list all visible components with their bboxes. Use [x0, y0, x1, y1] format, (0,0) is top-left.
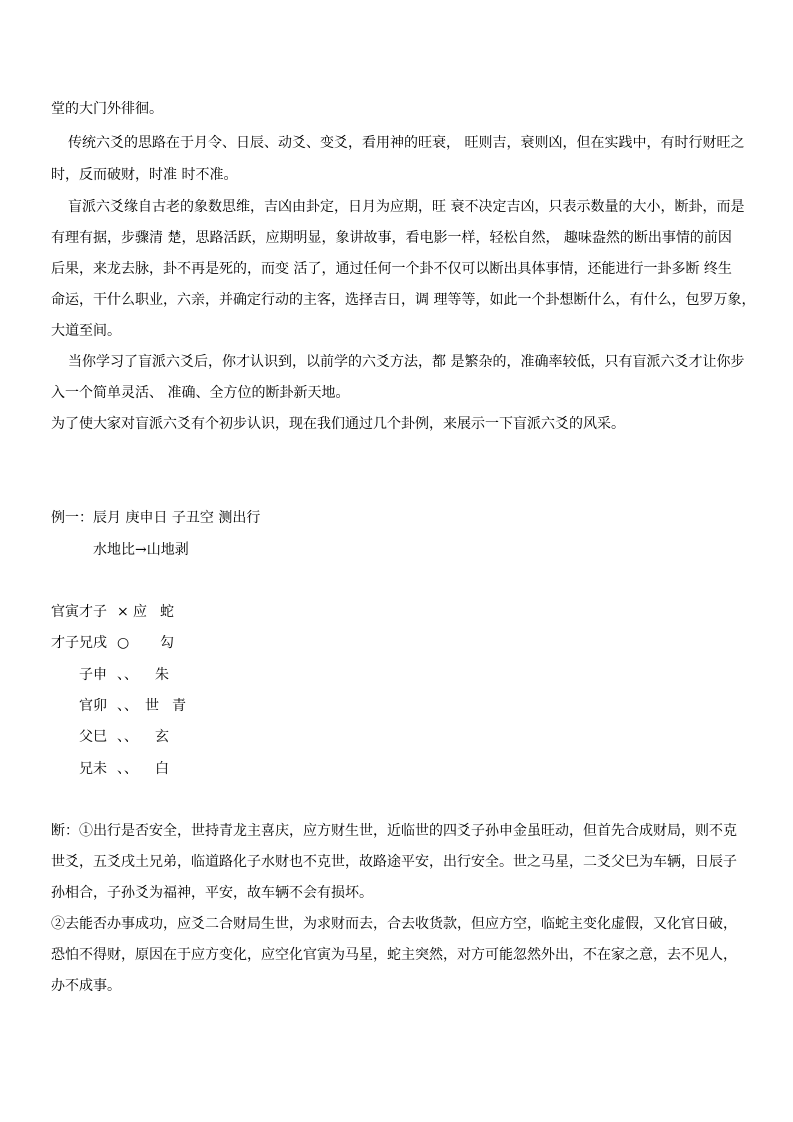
text-line: 当你学习了盲派六爻后，你才认识到，以前学的六爻方法，都 是繁杂的，准确率较低，只有盲派六爻才让你步 [68, 354, 745, 370]
yao-label: 子申 [79, 667, 107, 683]
yao-beast: 青 [172, 698, 186, 714]
text-line: 孙相合，子孙爻为福神，平安，故车辆不会有损坏。 [51, 885, 373, 901]
yao-mark: 、、 [117, 698, 138, 714]
yao-label: 官寅才子 [51, 604, 107, 620]
text-line: 后果，来龙去脉，卦不再是死的，而变 活了，通过任何一个卦不仅可以断出具体事情，还能进行一卦多断 终生 [51, 261, 732, 277]
text-line: 恐怕不得财，原因在于应方变化，应空化官寅为马星，蛇主突然，对方可能忽然外出，不在家之意，去不见人， [51, 947, 737, 963]
example-header: 例一：辰月 庚申日 子丑空 测出行 [51, 510, 261, 526]
text-line: 盲派六爻缘自古老的象数思维，吉凶由卦定，日月为应期，旺 衰不决定吉凶，只表示数量的大小，断卦，而是 [68, 199, 745, 215]
yao-role: 应 [133, 604, 147, 620]
yao-label: 才子兄戌 [51, 635, 107, 651]
text-line: 时，反而破财，时准 时不准。 [51, 167, 238, 183]
yao-label: 兄未 [79, 761, 107, 777]
yao-label: 官卯 [79, 698, 107, 714]
text-line: 命运，干什么职业，六亲，并确定行动的主客，选择吉日，调 理等等，如此一个卦想断什么，有什么，包罗万象， [51, 292, 756, 308]
text-line: 断：①出行是否安全，世持青龙主喜庆，应方财生世，近临世的四爻子孙申金虽旺动，但首先合成财局，则不克 [51, 823, 737, 839]
text-line: 大道至间。 [51, 323, 121, 339]
yao-role: 世 [145, 698, 159, 714]
yao-mark: 、、 [117, 761, 138, 777]
yao-label: 父巳 [79, 729, 107, 745]
yao-beast: 玄 [155, 729, 169, 745]
yao-beast: 朱 [155, 667, 169, 683]
text-line: 传统六爻的思路在于月令、日辰、动爻、变爻，看用神的旺衰， 旺则吉，衰则凶，但在实践中，有时行财旺之 [68, 135, 745, 151]
yao-mark: 、、 [117, 729, 138, 745]
text-line: 办不成事。 [51, 978, 121, 994]
text-line: ②去能否办事成功，应爻二合财局生世，为求财而去，合去收货款，但应方空，临蛇主变化虚假，又化官日破， [51, 916, 737, 932]
yao-beast: 勾 [160, 635, 174, 651]
text-line: 入一个简单灵活、 准确、全方位的断卦新天地。 [51, 385, 350, 401]
text-line: 有理有据，步骤清 楚，思路活跃，应期明显，象讲故事，看电影一样，轻松自然， 趣味盎然的断出事情的前因 [51, 230, 732, 246]
yao-mark: ○ [117, 635, 130, 651]
yao-beast: 白 [155, 761, 169, 777]
text-line: 堂的大门外徘徊。 [51, 101, 163, 117]
yao-mark: × [117, 604, 129, 620]
text-line: 世爻，五爻戌土兄弟，临道路化子水财也不克世，故路途平安，出行安全。世之马星，二爻父巳为车辆，日辰子 [51, 854, 737, 870]
text-line: 为了使大家对盲派六爻有个初步认识，现在我们通过几个卦例，来展示一下盲派六爻的风采。 [51, 416, 625, 432]
yao-mark: 、、 [117, 667, 138, 683]
hexagram-title: 水地比→山地剥 [93, 542, 189, 558]
yao-beast: 蛇 [160, 604, 174, 620]
